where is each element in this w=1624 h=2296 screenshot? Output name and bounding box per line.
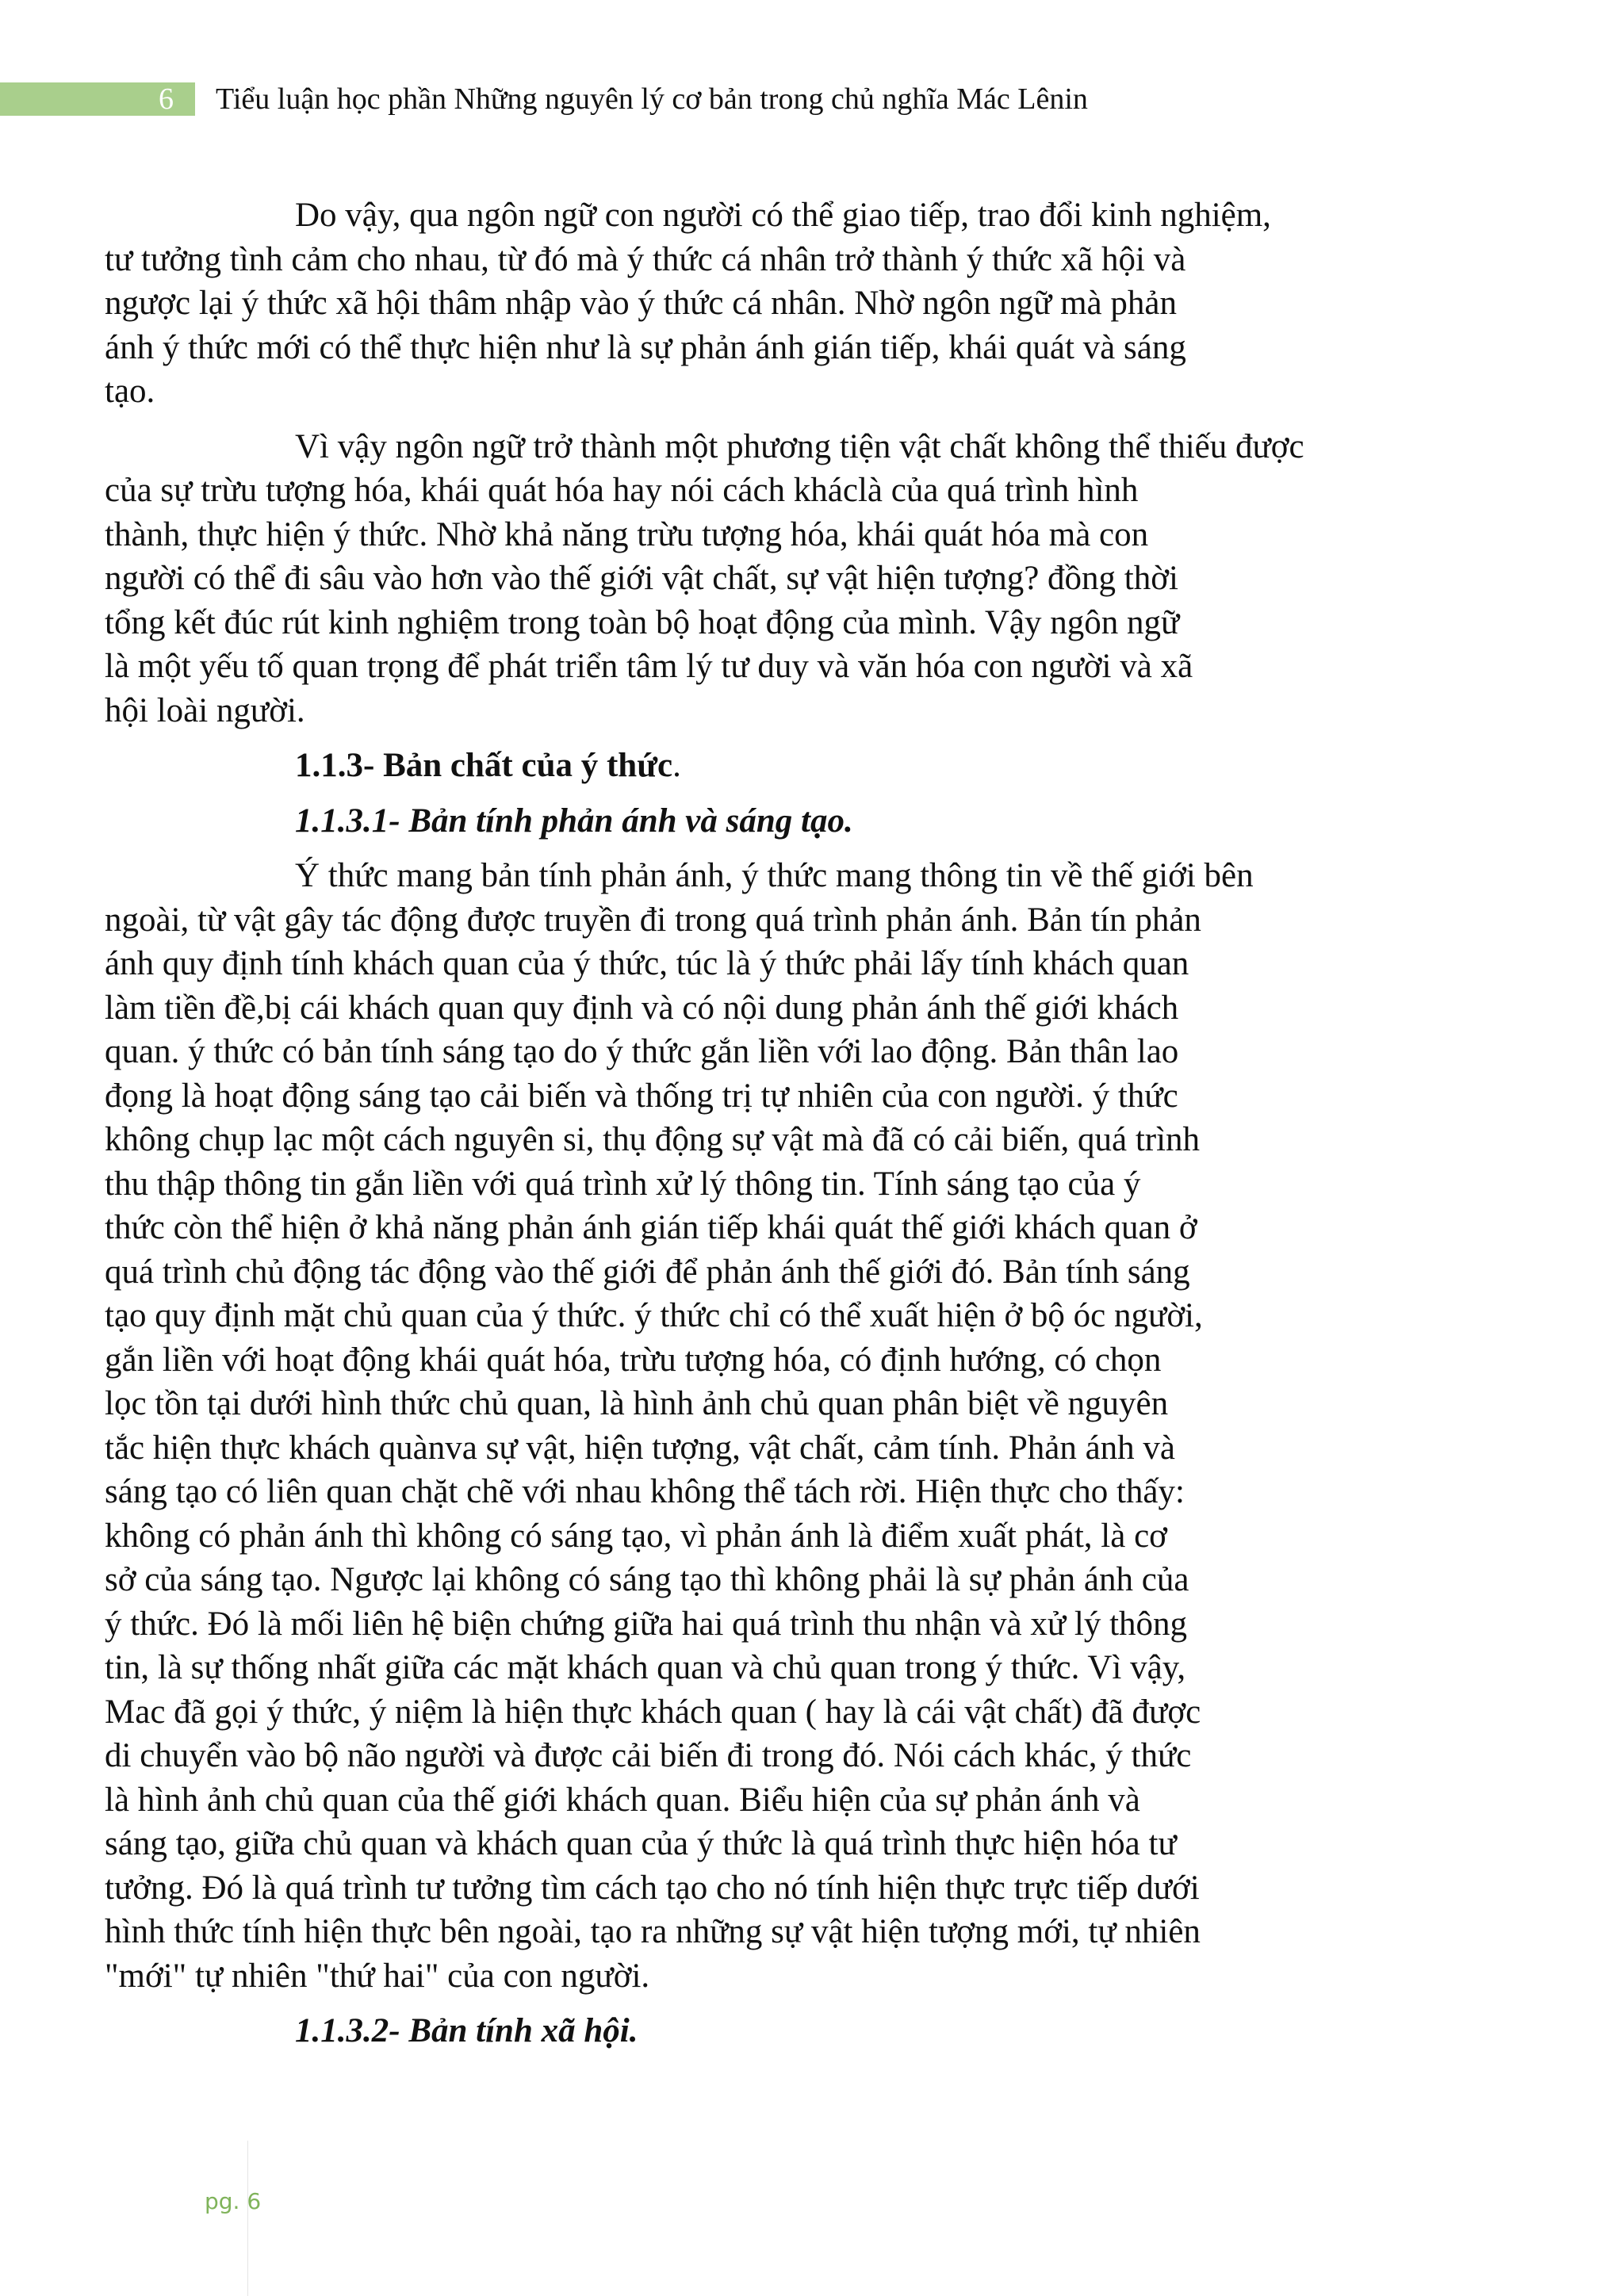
text-line: ý thức. Đó là mối liên hệ biện chứng giữa hai quá trình thu nhận và xử lý thông — [105, 1605, 1188, 1643]
text-line: Do vậy, qua ngôn ngữ con người có thể giao tiếp, trao đổi kinh nghiệm, — [295, 197, 1271, 234]
text-line: di chuyển vào bộ não người và được cải biến đi trong đó. Nói cách khác, ý thức — [105, 1737, 1192, 1774]
text-line: sáng tạo, giữa chủ quan và khách quan của ý thức là quá trình thực hiện hóa tư — [105, 1825, 1177, 1862]
text-line: lọc tồn tại dưới hình thức chủ quan, là hình ảnh chủ quan phân biệt về nguyên — [105, 1385, 1169, 1422]
text-line: không có phản ánh thì không có sáng tạo, vì phản ánh là điểm xuất phát, là cơ — [105, 1517, 1167, 1555]
subsection-heading-1-1-3-2: 1.1.3.2- Bản tính xã hội. — [295, 2012, 638, 2049]
text-line: hình thức tính hiện thực bên ngoài, tạo ra những sự vật hiện tượng mới, tự nhiên — [105, 1913, 1201, 1950]
header-title: Tiểu luận học phần Những nguyên lý cơ bản trong chủ nghĩa Mác Lênin — [216, 82, 1088, 116]
text-line: tạo quy định mặt chủ quan của ý thức. ý thức chỉ có thể xuất hiện ở bộ óc người, — [105, 1297, 1203, 1334]
text-line: Vì vậy ngôn ngữ trở thành một phương tiện vật chất không thể thiếu được — [295, 427, 1304, 465]
text-line: ánh quy định tính khách quan của ý thức, túc là ý thức phải lấy tính khách quan — [105, 945, 1189, 982]
text-line: gắn liền với hoạt động khái quát hóa, trừu tượng hóa, có định hướng, có chọn — [105, 1341, 1162, 1379]
text-line: không chụp lạc một cách nguyên si, thụ động sự vật mà đã có cải biến, quá trình — [105, 1121, 1201, 1158]
text-line: sở của sáng tạo. Ngược lại không có sáng tạo thì không phải là sự phản ánh của — [105, 1561, 1189, 1598]
text-line: ngoài, từ vật gây tác động được truyền đi trong quá trình phản ánh. Bản tín phản — [105, 901, 1201, 939]
text-line: ngược lại ý thức xã hội thâm nhập vào ý thức cá nhân. Nhờ ngôn ngữ mà phản — [105, 285, 1177, 322]
header-page-number: 6 — [159, 82, 174, 116]
text-line: ánh ý thức mới có thể thực hiện như là sự phản ánh gián tiếp, khái quát và sáng — [105, 328, 1186, 366]
text-line: quá trình chủ động tác động vào thế giới để phản ánh thế giới đó. Bản tính sáng — [105, 1253, 1190, 1291]
text-line: "mới" tự nhiên "thứ hai" của con người. — [105, 1957, 650, 1995]
text-line: Mac đã gọi ý thức, ý niệm là hiện thực khách quan ( hay là cái vật chất) đã được — [105, 1693, 1201, 1731]
text-line: tin, là sự thống nhất giữa các mặt khách quan và chủ quan trong ý thức. Vì vậy, — [105, 1649, 1186, 1686]
text-line: là hình ảnh chủ quan của thế giới khách quan. Biểu hiện của sự phản ánh và — [105, 1781, 1140, 1819]
text-line: tắc hiện thực khách quànva sự vật, hiện tượng, vật chất, cảm tính. Phản ánh và — [105, 1429, 1176, 1467]
subsection-heading-1-1-3-1: 1.1.3.1- Bản tính phản ánh và sáng tạo. — [295, 802, 853, 840]
text-line: người có thể đi sâu vào hơn vào thế giới vật chất, sự vật hiện tượng? đồng thời — [105, 560, 1178, 597]
text-line: sáng tạo có liên quan chặt chẽ với nhau không thể tách rời. Hiện thực cho thấy: — [105, 1473, 1185, 1510]
text-line: là một yếu tố quan trọng để phát triển tâm lý tư duy và văn hóa con người và xã — [105, 648, 1193, 685]
text-line: hội loài người. — [105, 691, 305, 729]
text-line: tư tưởng tình cảm cho nhau, từ đó mà ý thức cá nhân trở thành ý thức xã hội và — [105, 240, 1186, 278]
text-line: tổng kết đúc rút kinh nghiệm trong toàn bộ hoạt động của mình. Vậy ngôn ngữ — [105, 603, 1180, 641]
text-line: Ý thức mang bản tính phản ánh, ý thức mang thông tin về thế giới bên — [295, 857, 1254, 894]
text-line: thức còn thể hiện ở khả năng phản ánh gián tiếp khái quát thế giới khách quan ở — [105, 1209, 1197, 1246]
paragraph-1 — [105, 193, 1437, 414]
text-line: tạo. — [105, 373, 155, 410]
document-body — [105, 193, 1437, 2064]
paragraph-2 — [105, 425, 1437, 733]
text-line: quan. ý thức có bản tính sáng tạo do ý thức gắn liền với lao động. Bản thân lao — [105, 1033, 1179, 1070]
text-line: tưởng. Đó là quá trình tư tưởng tìm cách tạo cho nó tính hiện thực trực tiếp dưới — [105, 1869, 1200, 1907]
text-line: đọng là hoạt động sáng tạo cải biến và thống trị tự nhiên của con người. ý thức — [105, 1077, 1178, 1115]
paragraph-3 — [105, 854, 1437, 1998]
text-line: làm tiền đề,bị cái khách quan quy định và có nội dung phản ánh thế giới khách — [105, 989, 1179, 1027]
text-line: của sự trừu tượng hóa, khái quát hóa hay nói cách kháclà của quá trình hình — [105, 472, 1139, 509]
text-line: thành, thực hiện ý thức. Nhờ khả năng trừu tượng hóa, khái quát hóa mà con — [105, 515, 1149, 553]
text-line: thu thập thông tin gắn liền với quá trình xử lý thông tin. Tính sáng tạo của ý — [105, 1165, 1141, 1203]
section-heading-1-1-3: 1.1.3- Bản chất của ý thức. — [295, 747, 681, 784]
footer-divider — [247, 2141, 248, 2296]
footer-page-label: pg. 6 — [205, 2188, 262, 2214]
